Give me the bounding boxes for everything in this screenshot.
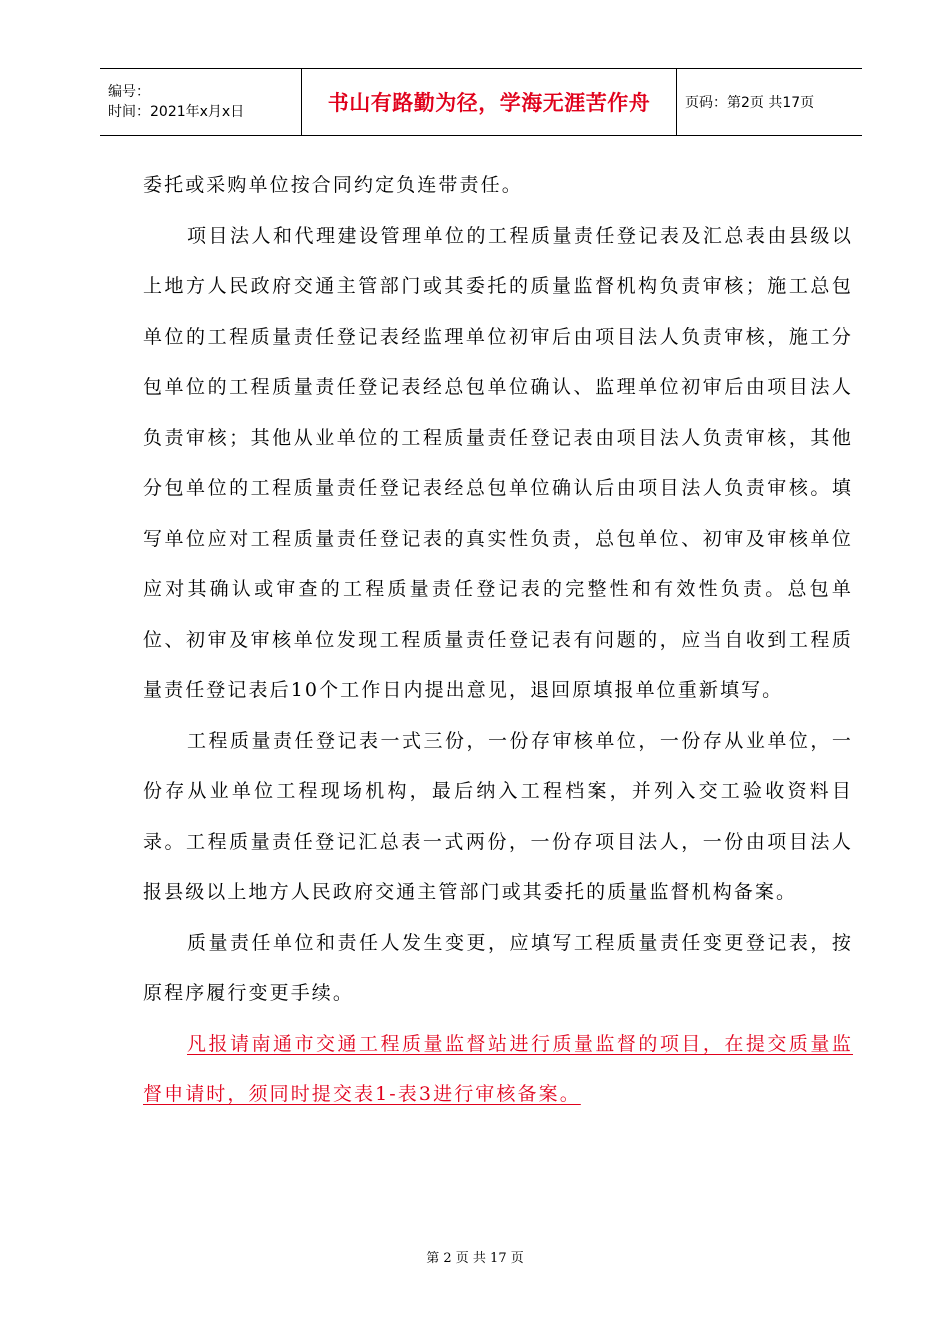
document-time-label: 时间：2021年x月x日 (108, 104, 245, 120)
paragraph: 项目法人和代理建设管理单位的工程质量责任登记表及汇总表由县级以上地方人民政府交通主管部门或其委托的质量监督机构负责审核；施工总包单位的工程质量责任登记表经监理单位初审后由项目法人负责审核，施工分包单位的工程质量责任登记表经总包单位确认、监理单位初审后由项目法人负责审核；其他从业单位的工程质量责任登记表由项目法人负责审核，其他分包单位的工程质量责任登记表经总包单位确认后由项目法人负责审核。填写单位应对工程质量责任登记表的真实性负责，总包单位、初审及审核单位应对其确认或审查的工程质量责任登记表的完整性和有效性负责。总包单位、初审及审核单位发现工程质量责任登记表有问题的，应当自收到工程质量责任登记表后10个工作日内提出意见，退回原填报单位重新填写。 (143, 224, 853, 701)
highlighted-paragraph: 凡报请南通市交通工程质量监督站进行质量监督的项目，在提交质量监督申请时，须同时提交表1-表3进行审核备案。 (143, 1032, 853, 1105)
header-page-info (677, 69, 862, 135)
page-header (100, 68, 862, 136)
paragraph: 委托或采购单位按合同约定负连带责任。 (143, 174, 523, 196)
page-info-text: 页码：第2页 共17页 (685, 95, 815, 111)
document-number-label: 编号： (108, 84, 150, 100)
paragraph: 工程质量责任登记表一式三份，一份存审核单位，一份存从业单位，一份存从业单位工程现场机构，最后纳入工程档案，并列入交工验收资料目录。工程质量责任登记汇总表一式两份，一份存项目法人，一份由项目法人报县级以上地方人民政府交通主管部门或其委托的质量监督机构备案。 (143, 729, 853, 903)
header-meta (100, 69, 301, 135)
paragraph: 质量责任单位和责任人发生变更，应填写工程质量责任变更登记表，按原程序履行变更手续。 (143, 931, 853, 1004)
motto-text: 书山有路勤为径，学海无涯苦作舟 (327, 91, 651, 115)
header-motto (301, 69, 677, 135)
page-footer: 第 2 页 共 17 页 (426, 1251, 524, 1266)
document-body (143, 160, 853, 1120)
